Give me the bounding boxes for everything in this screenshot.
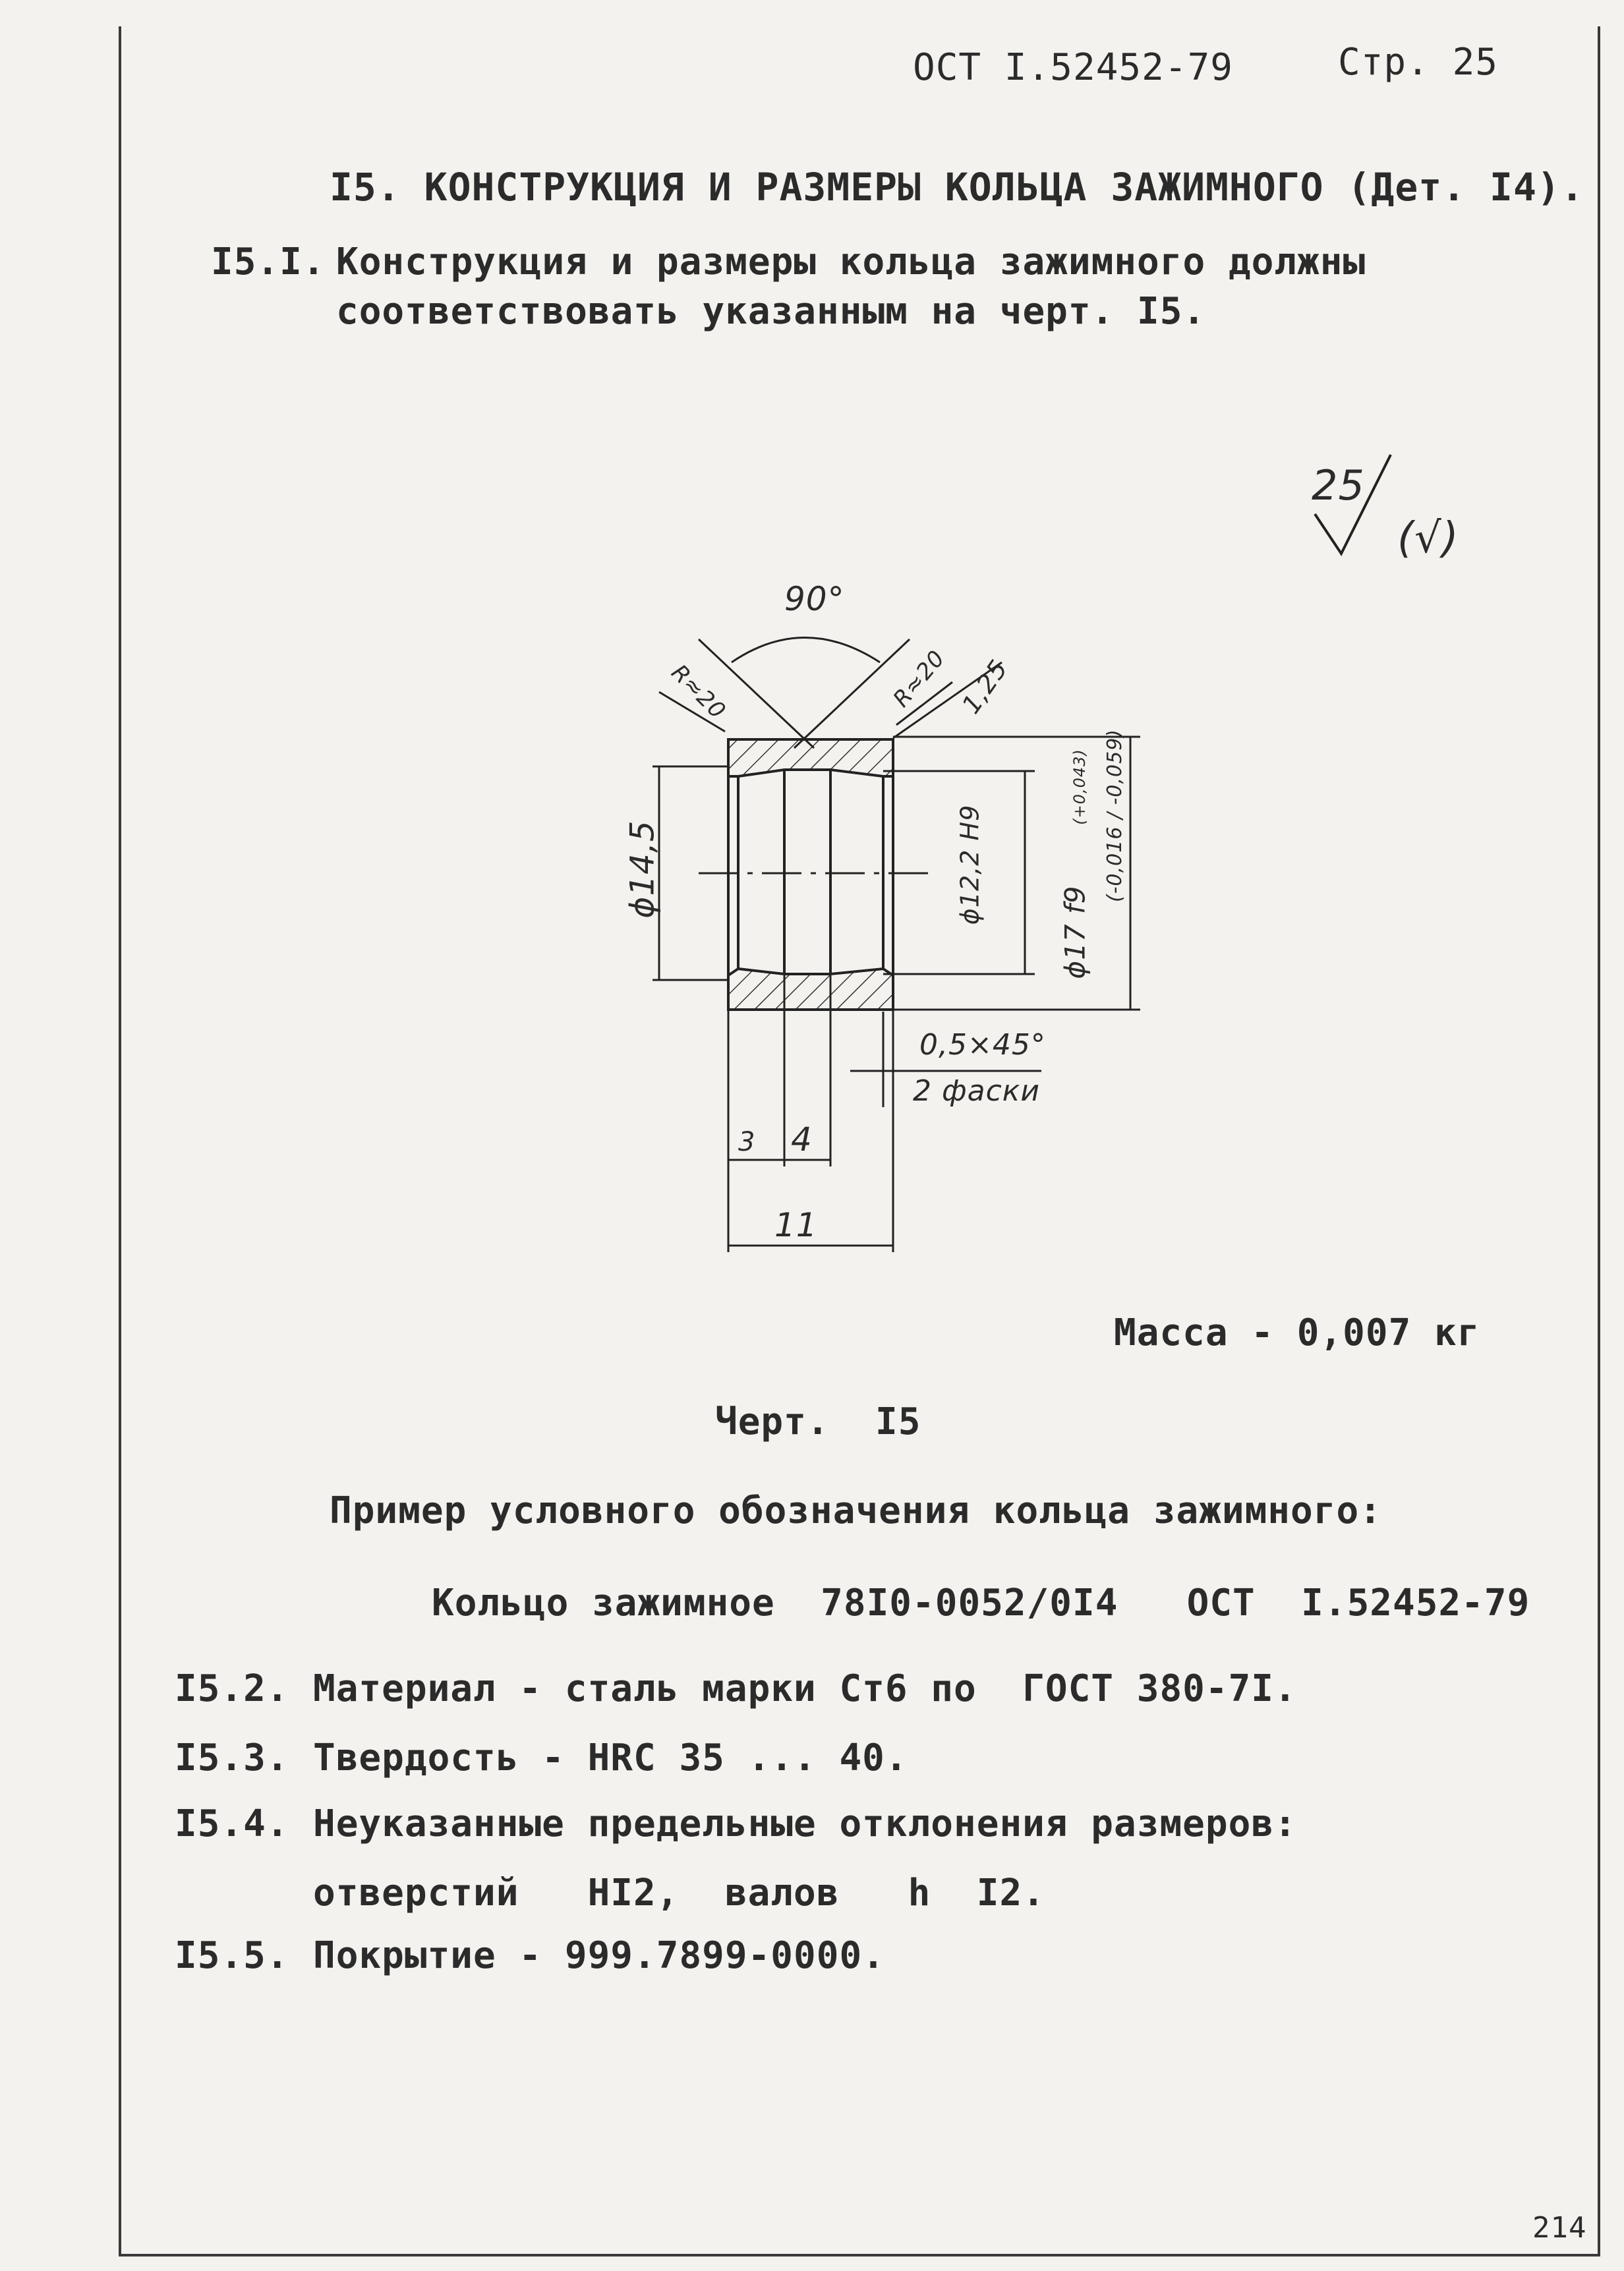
item-text: Материал - сталь марки Ст6 по ГОСТ 380-7I. (313, 1667, 1297, 1710)
dia-bore-label: ϕ12,2 H9 (955, 804, 985, 925)
item-number: I5.2. (175, 1667, 289, 1710)
mass-text: Масса - 0,007 кг (1114, 1311, 1480, 1354)
standard-number: ОСТ I.52452-79 (913, 46, 1234, 89)
angle-label: 90° (784, 580, 845, 618)
page-label: Стр. 25 (1338, 41, 1499, 84)
chamfer-label: 0,5×45° (919, 1028, 1046, 1062)
hatched-wall-bottom (728, 969, 893, 1010)
dim-3-label: 3 (738, 1127, 756, 1157)
roughness-other: (√) (1397, 514, 1459, 563)
dim-11-label: 11 (774, 1206, 818, 1244)
dia-bore-tolerance: (+0,043) (1070, 749, 1089, 825)
item-text: отверстий HI2, валов h I2. (313, 1872, 1045, 1914)
para-15-1-line2: соответствовать указанным на черт. I5. (336, 290, 1206, 333)
example-designation: Кольцо зажимное 78I0-0052/0I4 ОСТ I.52452-79 (432, 1582, 1530, 1624)
roughness-value: 25 (1312, 461, 1365, 509)
dim-4-label: 4 (791, 1120, 813, 1159)
dia-left-label: ϕ14,5 (623, 820, 662, 919)
dimension-lines (652, 737, 1140, 1252)
radius-right-label: R≈20 (888, 645, 950, 712)
radius-left-label: R≈20 (666, 659, 731, 725)
item-number: I5.4. (175, 1802, 289, 1845)
figure-caption: Черт. I5 (715, 1400, 921, 1443)
dia-outer-label: ϕ17 f9 (1058, 885, 1091, 979)
section-title: I5. КОНСТРУКЦИЯ И РАЗМЕРЫ КОЛЬЦА ЗАЖИМНОГО (Дет. I4). (330, 165, 1584, 210)
para-15-1-line1: Конструкция и размеры кольца зажимного должны (336, 241, 1366, 283)
item-text: Твердость - HRC 35 ... 40. (313, 1737, 908, 1779)
para-15-1-number: I5.I. (211, 241, 326, 283)
example-title: Пример условного обозначения кольца зажимного: (330, 1489, 1382, 1532)
item-number: I5.5. (175, 1934, 289, 1977)
item-text: Покрытие - 999.7899-0000. (313, 1934, 885, 1977)
item-number: I5.3. (175, 1737, 289, 1779)
dia-outer-tolerance: (-0,016 / -0,059) (1103, 728, 1127, 903)
item-text: Неуказанные предельные отклонения размеров: (313, 1802, 1297, 1845)
roughness-symbol (1315, 455, 1391, 554)
footer-page-number: 214 (1532, 2211, 1587, 2245)
chamfer-roughness-label: 1,25 (956, 654, 1014, 719)
chamfer-note: 2 фаски (913, 1074, 1040, 1108)
